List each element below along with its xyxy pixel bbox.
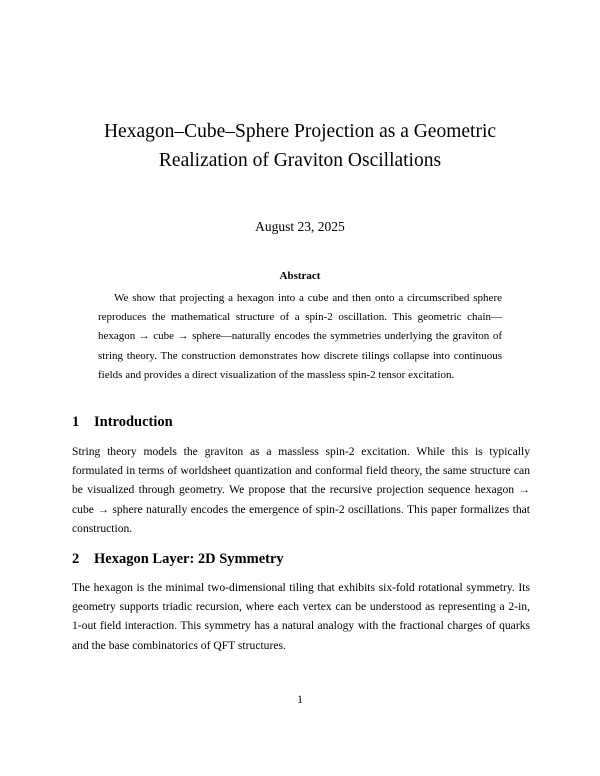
section-number: 1 <box>72 414 80 430</box>
paper-date: August 23, 2025 <box>255 219 345 234</box>
section-heading-hexagon-layer <box>72 551 284 568</box>
section-body-hexagon-layer: The hexagon is the minimal two-dimensional tiling that exhibits six-fold rotational symmetry. Its geometry supports triadic recursion, where each vertex can be understood as representing a 2-in, 1-out field interaction. This symmetry has a natural analogy with the fractional charges of quarks and the base combinatorics of QFT structures. <box>72 581 530 652</box>
page-number: 1 <box>297 693 303 706</box>
abstract-text: We show that projecting a hexagon into a cube and then onto a circumscribed sphere reproduces the mathematical structure of a spin-2 oscillation. This geometric chain—hexagon → cube → sphere—naturally encodes the symmetries underlying the graviton of string theory. The construction demonstrates how discrete tilings collapse into continuous fields and provides a direct visualization of the massless spin-2 tensor excitation. <box>98 292 502 381</box>
section-heading-introduction <box>72 414 173 431</box>
section-title: Introduction <box>94 414 173 430</box>
paper-title: Hexagon–Cube–Sphere Projection as a Geometric Realization of Graviton Oscillations <box>103 121 497 171</box>
section-number: 2 <box>72 551 80 567</box>
section-body-introduction: String theory models the graviton as a massless spin-2 excitation. While this is typically formulated in terms of worldsheet quantization and conformal field theory, the same structure can be visualized through geometry. We propose that the recursive projection sequence hexagon → cube → sphere naturally encodes the emergence of spin-2 oscillations. This paper formalizes that construction. <box>72 445 530 535</box>
section-title: Hexagon Layer: 2D Symmetry <box>94 551 284 567</box>
abstract-heading: Abstract <box>279 270 321 282</box>
